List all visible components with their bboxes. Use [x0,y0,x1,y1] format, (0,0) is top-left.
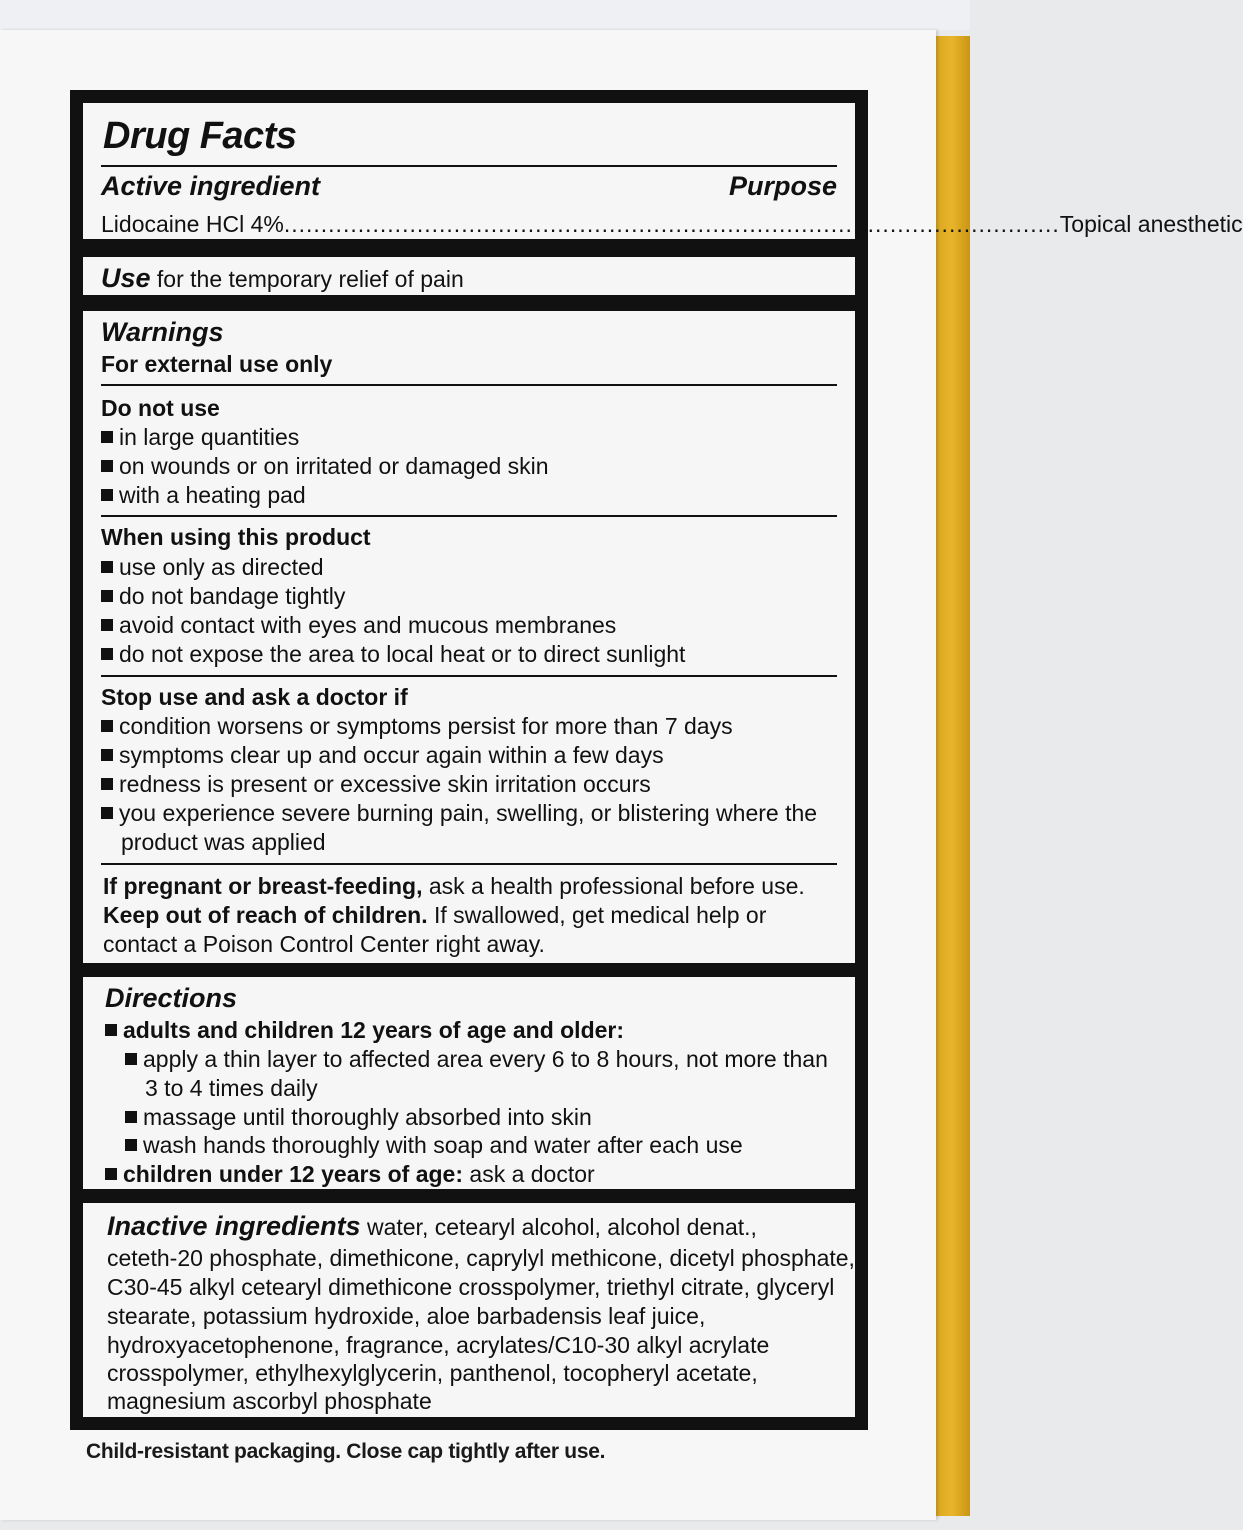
directions-heading-line [105,983,837,1014]
list-item: redness is present or excessive skin irritation occurs [101,771,837,798]
bullet-icon [101,431,113,443]
list-item: massage until thoroughly absorbed into skin [125,1104,837,1131]
list-item: use only as directed [101,554,837,581]
list-item: with a heating pad [101,482,837,509]
child-resistant-note: Child-resistant packaging. Close cap tightly after use. [86,1440,606,1463]
inactive-line: C30-45 alkyl cetearyl dimethicone crosspolymer, triethyl citrate, glyceryl [107,1274,835,1300]
bullet-icon [101,561,113,573]
bullet-icon [101,648,113,660]
bullet-icon [105,1168,117,1180]
when-using-heading: When using this product [101,524,371,550]
inactive-line: magnesium ascorbyl phosphate [107,1388,432,1414]
inactive-ingredients-section [80,1200,858,1420]
drug-facts-title: Drug Facts [103,115,297,157]
active-ingredient-heading: Active ingredient [101,171,321,201]
list-item-continued: product was applied [121,829,326,855]
list-item: on wounds or on irritated or damaged skin [101,453,837,480]
warnings-section [80,308,858,966]
inactive-line: ceteth-20 phosphate, dimethicone, caprylyl methicone, dicetyl phosphate, [107,1245,855,1271]
purpose-heading: Purpose [728,171,837,201]
list-item: do not expose the area to local heat or to direct sunlight [101,641,837,668]
bullet-icon [125,1053,137,1065]
leader-dots: ......................................................................................................... [283,211,1060,237]
bullet-icon [105,1024,117,1036]
bullet-icon [101,489,113,501]
active-ingredient-section [80,100,1243,242]
list-item: avoid contact with eyes and mucous membranes [101,612,837,639]
list-item-continued: 3 to 4 times daily [145,1075,318,1101]
divider [101,384,837,386]
bullet-icon [101,720,113,732]
ingredient-name: Lidocaine HCl 4% [101,211,284,237]
divider [101,165,837,167]
divider [101,675,837,677]
pregnant-warning: If pregnant or breast-feeding, ask a health professional before use. [103,873,805,899]
inactive-heading: Inactive ingredients [107,1211,361,1241]
inactive-line-1: Inactive ingredients water, cetearyl alcohol, alcohol denat., [107,1211,757,1241]
warnings-heading: Warnings [101,317,224,347]
list-item: do not bandage tightly [101,583,837,610]
divider [101,515,837,517]
inactive-line: hydroxyacetophenone, fragrance, acrylates/C10-30 alkyl acrylate [107,1332,770,1358]
bullet-icon [101,807,113,819]
bullet-icon [101,749,113,761]
list-item: condition worsens or symptoms persist for more than 7 days [101,713,837,740]
do-not-use-heading: Do not use [101,395,220,421]
bullet-icon [101,590,113,602]
bullet-icon [125,1111,137,1123]
inactive-line: crosspolymer, ethylhexylglycerin, panthenol, tocopheryl acetate, [107,1360,758,1386]
list-item: apply a thin layer to affected area every 6 to 8 hours, not more than [125,1046,837,1073]
inactive-line: stearate, potassium hydroxide, aloe barbadensis leaf juice, [107,1303,706,1329]
background [0,0,970,30]
warnings-heading-line [101,317,837,348]
directions-section [80,974,858,1192]
list-item: in large quantities [101,424,837,451]
directions-heading: Directions [105,983,238,1013]
bullet-icon [125,1139,137,1151]
adults-direction: adults and children 12 years of age and older: [105,1017,837,1044]
bullet-icon [101,460,113,472]
poison-control-line: contact a Poison Control Center right away. [103,931,545,957]
list-item: symptoms clear up and occur again within a few days [101,742,837,769]
box-side-edge [934,36,970,1516]
active-header-row [101,171,837,202]
list-item: you experience severe burning pain, swelling, or blistering where the [101,800,837,827]
use-section [80,254,858,298]
use-heading: Use [101,263,151,293]
ingredient-purpose: Topical anesthetic [1059,211,1243,237]
bullet-icon [101,778,113,790]
use-line [101,263,837,294]
external-use-label: For external use only [101,351,333,377]
list-item: wash hands thoroughly with soap and water after each use [125,1132,837,1159]
stop-use-heading: Stop use and ask a doctor if [101,684,408,710]
keep-out-warning: Keep out of reach of children. If swallowed, get medical help or [103,902,767,928]
bullet-icon [101,619,113,631]
children-direction: children under 12 years of age: ask a doctor [105,1161,837,1188]
use-text: for the temporary relief of pain [150,266,464,292]
active-ingredient-row [101,211,1243,238]
divider [101,863,837,865]
